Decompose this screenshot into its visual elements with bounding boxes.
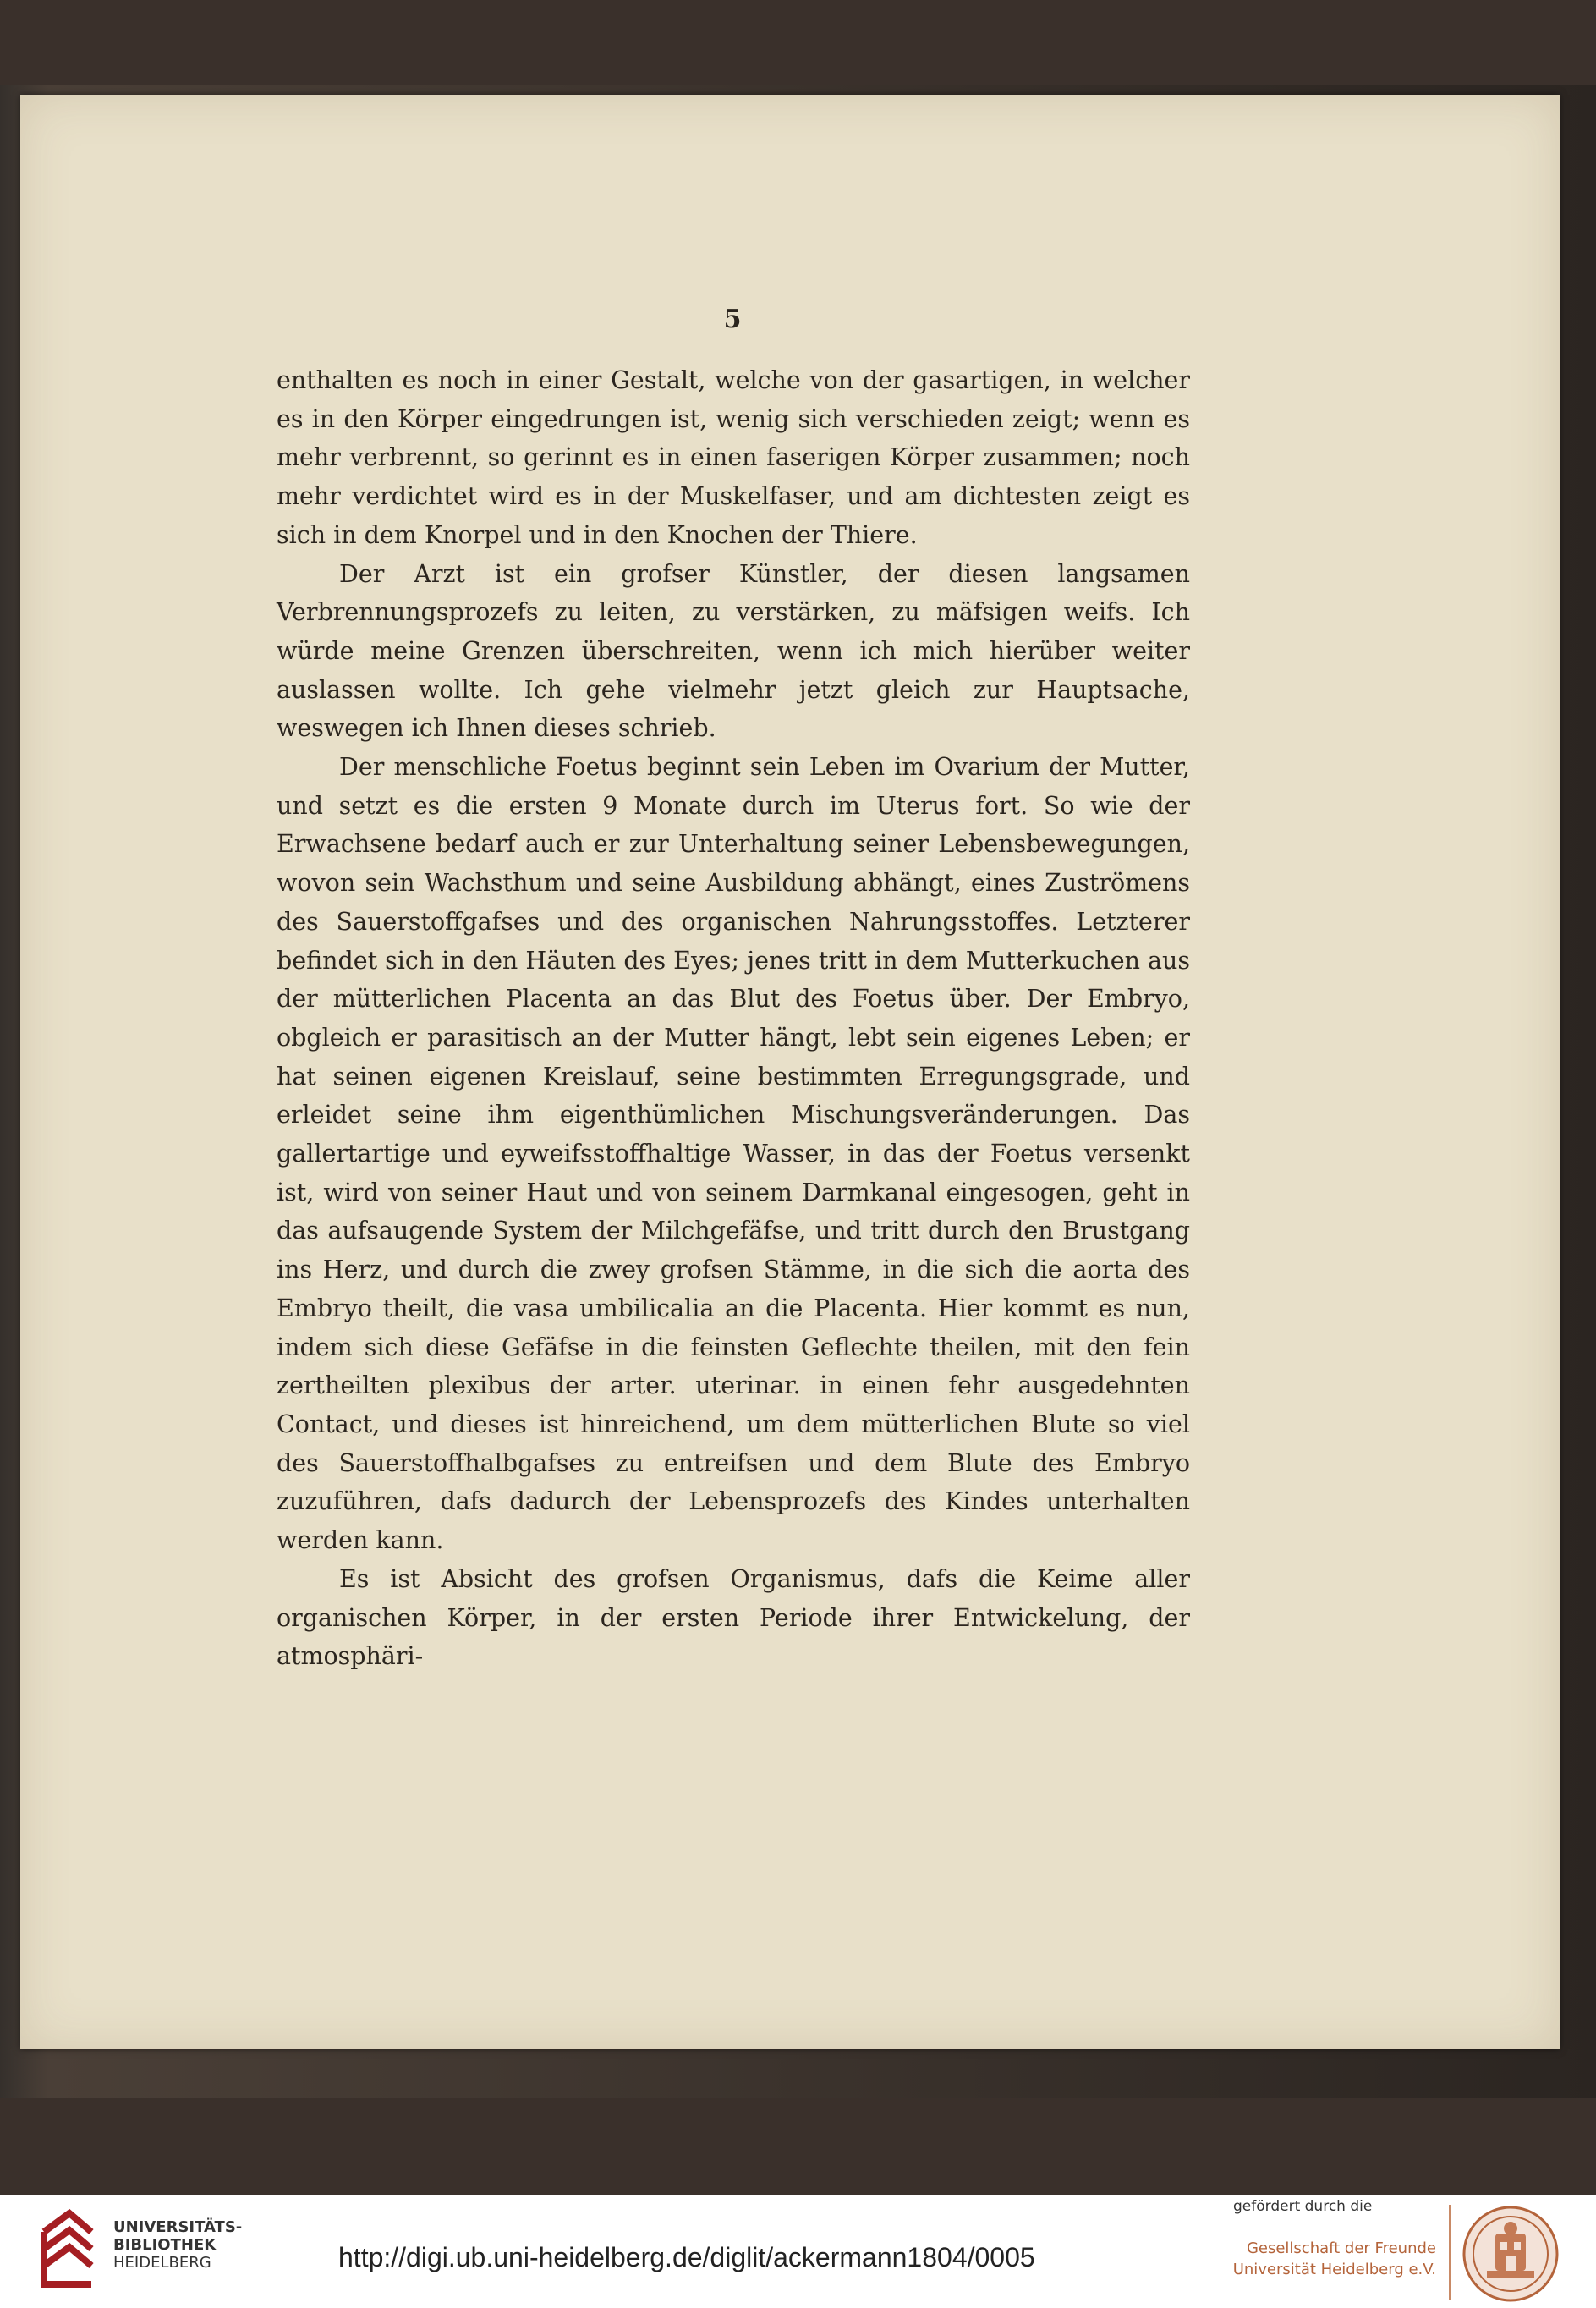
page-text: [277, 361, 1190, 1676]
library-line-2: BIBLIOTHEK: [113, 2236, 217, 2254]
sponsor-label: gefördert durch die: [1233, 2198, 1373, 2215]
permalink-url[interactable]: http://digi.ub.uni-heidelberg.de/diglit/ackermann1804/0005: [338, 2242, 1035, 2272]
ub-heidelberg-logo-icon[interactable]: [36, 2206, 100, 2291]
university-seal-icon: [1462, 2205, 1560, 2303]
library-line-1: UNIVERSITÄTS-: [113, 2218, 243, 2236]
sponsor-line-2: Universität Heidelberg e.V.: [1232, 2261, 1436, 2278]
paragraph-3: Der menschliche Foetus beginnt sein Leben im Ovarium der Mutter, und setzt es die ersten 9 Monate durch im Uterus fort. So wie der Erwachsene bedarf auch er zur Unterhaltung seiner Lebensbewegungen, wovon sein Wachsthum und seine Ausbildung abhängt, eines Zuströmens des Sauerstoffgafses und des organischen Nahrungsstoffes. Letzterer befindet sich in den Häuten des Eyes; jenes tritt in dem Mutterkuchen aus der mütterlichen Placenta an das Blut des Foetus über. Der Embryo, obgleich er parasitisch an der Mutter hängt, lebt sein eigenes Leben; er hat seinen eigenen Kreislauf, seine bestimmten Erregungsgrade, und erleidet seine ihm eigenthümlichen Mischungsveränderungen. Das gallertartige und eyweifsstoffhaltige Wasser, in das der Foetus versenkt ist, wird von seiner Haut und von seinem Darmkanal eingesogen, geht in das aufsaugende System der Milchgefäfse, und tritt durch den Brustgang ins Herz, und durch die zwey grofsen Stämme, in die sich die aorta des Embryo theilt, die vasa umbilicalia an die Placenta. Hier kommt es nun, indem sich diese Gefäfse in die feinsten Geflechte theilen, mit den fein zertheilten plexibus der arter. uterinar. in einen fehr ausgedehnten Contact, und dieses ist hinreichend, um dem mütterlichen Blute so viel des Sauerstoffhalbgafses zu entreifsen und dem Blute des Embryo zuzuführen, dafs dadurch der Lebensprozefs des Kindes unterhalten werden kann.: [277, 753, 1190, 1555]
paragraph-2: Der Arzt ist ein grofser Künstler, der diesen langsamen Verbrennungsprozefs zu leiten, zu verstärken, zu mäfsigen weifs. Ich würde meine Grenzen überschreiten, wenn ich mich hierüber weiter auslassen wollte. Ich gehe vielmehr jetzt gleich zur Hauptsache, weswegen ich Ihnen dieses schrieb.: [277, 559, 1190, 743]
library-line-3: HEIDELBERG: [113, 2254, 211, 2272]
sponsor-line-1: Gesellschaft der Freunde: [1246, 2239, 1436, 2257]
sponsor-name[interactable]: [1216, 2238, 1436, 2280]
paragraph-4: Es ist Absicht des grofsen Organismus, dafs die Keime aller organischen Körper, in der ersten Periode ihrer Entwickelung, der atmosphäri-: [277, 1564, 1190, 1671]
footer-divider: [1449, 2205, 1451, 2300]
page-number: 5: [723, 305, 742, 334]
paragraph-1: enthalten es noch in einer Gestalt, welche von der gasartigen, in welcher es in den Körper eingedrungen ist, wenig sich verschieden zeigt; wenn es mehr verbrennt, so gerinnt es in einen faserigen Körper zusammen; noch mehr verdichtet wird es in der Muskelfaser, und am dichtesten zeigt es sich in dem Knorpel und in den Knochen der Thiere.: [277, 366, 1190, 549]
library-name[interactable]: [113, 2218, 243, 2272]
